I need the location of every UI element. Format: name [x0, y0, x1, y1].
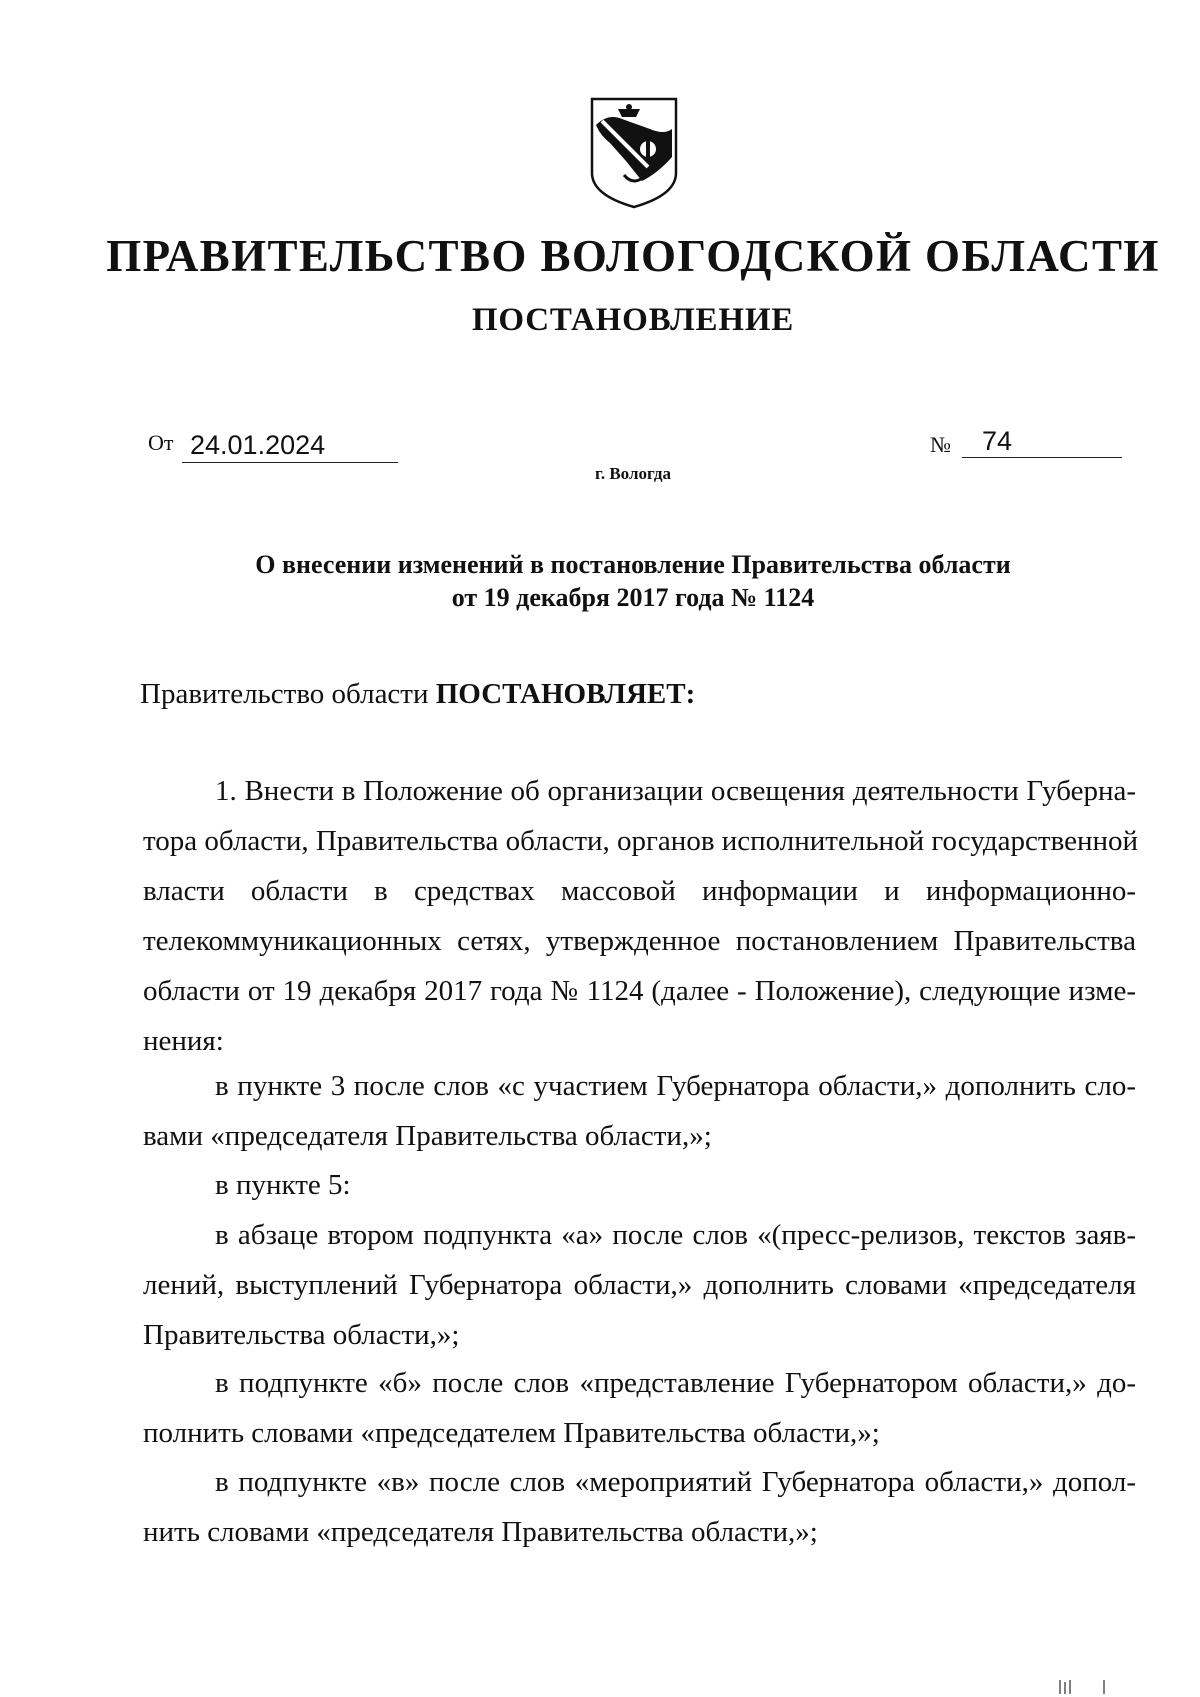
date-prefix: От	[148, 430, 174, 455]
paragraph-1	[143, 766, 1139, 1066]
text-line: в абзаце втором подпункта «а» после слов «(пресс-релизов, текстов заяв-	[215, 1219, 1136, 1251]
date-underline	[182, 462, 398, 463]
document-date: 24.01.2024	[190, 430, 326, 460]
number-sign: №	[930, 432, 951, 457]
text-line: в пункте 5:	[215, 1169, 351, 1201]
paragraph-4	[143, 1210, 1136, 1360]
paragraph-6	[143, 1457, 1136, 1557]
number-underline	[962, 457, 1122, 458]
text-line: области от 19 декабря 2017 года № 1124 (далее - Положение), следующие изме-	[143, 975, 1136, 1007]
preamble-text: Правительство области	[140, 678, 436, 710]
coat-of-arms-emblem	[588, 95, 680, 210]
government-title: ПРАВИТЕЛЬСТВО ВОЛОГОДСКОЙ ОБЛАСТИ	[106, 231, 1160, 281]
preamble	[140, 678, 695, 711]
scan-edge-marks	[1058, 1680, 1108, 1694]
document-subject	[0, 548, 1200, 614]
text-line: власти области в средствах массовой информации и информационно-	[143, 875, 1136, 907]
document-number: 74	[982, 426, 1013, 456]
text-line: лений, выступлений Губернатора области,» дополнить словами «председателя	[143, 1269, 1136, 1301]
text-line: вами «председателя Правительства области,»;	[143, 1120, 712, 1152]
text-line: нить словами «председателя Правительства области,»;	[143, 1516, 818, 1548]
city-label: г. Вологда	[595, 464, 671, 483]
text-line: полнить словами «председателем Правительства области,»;	[143, 1417, 880, 1449]
text-line: в пункте 3 после слов «с участием Губернатора области,» дополнить сло-	[215, 1070, 1136, 1102]
subject-line-1: О внесении изменений в постановление Правительства области	[255, 550, 1011, 579]
text-line: нения:	[143, 1025, 224, 1057]
text-line: телекоммуникационных сетях, утвержденное постановлением Правительства	[143, 925, 1136, 957]
preamble-decree: ПОСТАНОВЛЯЕТ:	[435, 678, 696, 710]
paragraph-2	[143, 1061, 1136, 1161]
text-line: тора области, Правительства области, органов исполнительной государственной	[143, 825, 1139, 857]
subject-line-2: от 19 декабря 2017 года № 1124	[451, 583, 815, 612]
text-line: в подпункте «б» после слов «представление Губернатором области,» до-	[215, 1367, 1136, 1399]
paragraph-3	[143, 1160, 1136, 1210]
document-type: ПОСТАНОВЛЕНИЕ	[471, 302, 795, 338]
text-line: в подпункте «в» после слов «мероприятий Губернатора области,» допол-	[215, 1466, 1136, 1498]
text-line: Правительства области,»;	[143, 1319, 460, 1351]
paragraph-5	[143, 1358, 1136, 1458]
text-line: 1. Внести в Положение об организации освещения деятельности Губерна-	[215, 775, 1136, 807]
